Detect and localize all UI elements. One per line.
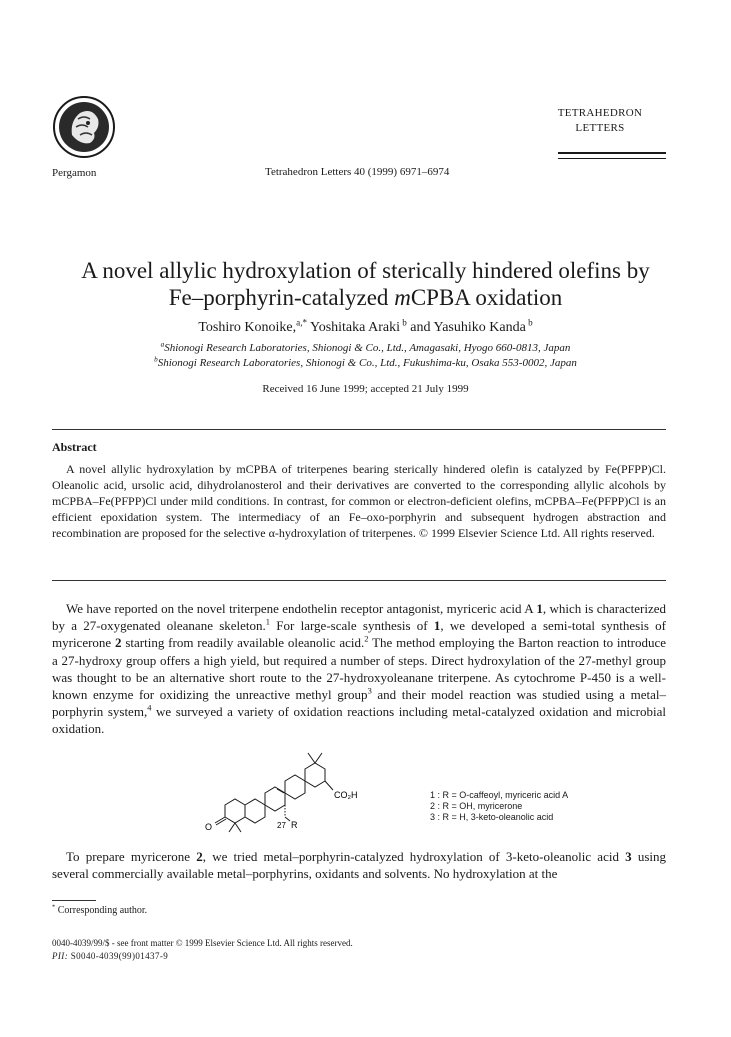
reference-mark: 2 — [364, 634, 369, 645]
journal-reference: Tetrahedron Letters 40 (1999) 6971–6974 — [265, 166, 450, 178]
affiliation-mark: a — [160, 340, 165, 349]
structure-label-co2h: CO₂H — [334, 790, 358, 800]
compound-number: 3 — [625, 849, 632, 864]
compound-number: 2 — [196, 849, 203, 864]
header-rule-thin — [558, 158, 666, 159]
body-text: we surveyed a variety of oxidation reactions including metal-catalyzed oxidation and microbial oxidation. — [52, 704, 666, 737]
footnote-mark: * — [52, 903, 56, 911]
footnote — [52, 905, 147, 916]
compound-number: 2 — [115, 635, 122, 651]
footnote-rule — [52, 900, 96, 901]
author-name: Yoshitaka Araki — [307, 320, 400, 335]
pii-line — [52, 951, 168, 961]
body-text: The method employing the Barton reaction to introduce a 27-hydroxy group offers a high yield, but required a number of steps. Direct hydroxylation of the 27-methyl group was thought to be an alternative short route to the 27-hydroxyoleanane triterpene. As cytochrome P-450 is a well-known enzyme for oxidizing the unreactive methyl group — [52, 635, 666, 703]
body-text: , we developed a semi-total synthesis of myricerone — [52, 618, 666, 651]
header-rule-thick — [558, 152, 666, 154]
body-paragraph-2 — [52, 848, 666, 882]
affiliation-text: Shionogi Research Laboratories, Shionogi & Co., Ltd., Amagasaki, Hyogo 660-0813, Japan — [164, 342, 571, 354]
reference-mark: 1 — [265, 616, 271, 627]
author-list — [40, 317, 691, 336]
structure-legend-3: 3 : R = H, 3-keto-oleanolic acid — [430, 812, 554, 822]
author-name: and Yasuhiko Kanda — [406, 320, 526, 335]
publisher-logo — [52, 95, 116, 159]
triterpene-structure — [195, 750, 425, 840]
publisher-name: Pergamon — [52, 167, 97, 179]
structure-legend-1: 1 : R = O-caffeoyl, myriceric acid A — [430, 790, 569, 800]
body-text: For large-scale synthesis of — [270, 618, 434, 634]
structure-label-r: R — [291, 820, 298, 830]
title-line-2 — [40, 284, 691, 311]
body-paragraph-1 — [52, 600, 666, 738]
body-text: , which is characterized by a 27-oxygenated oleanane skeleton. — [52, 601, 667, 634]
footnote-text: Corresponding author. — [55, 905, 148, 916]
title-text: Fe–porphyrin-catalyzed — [168, 285, 395, 310]
abstract-text: A novel allylic hydroxylation by mCPBA of triterpenes bearing sterically hindered olefin is catalyzed by Fe(PFPP)Cl. Oleanolic acid, ursolic acid, dihydrolanosterol and their derivatives are converted to the corresponding allylic alcohols by mCPBA–Fe(PFPP)Cl under mild conditions. In contrast, for common or electron-deficient olefins, mCPBA–Fe(PFPP)Cl is an efficient epoxidation system. The intermediacy of an Fe–oxo-porphyrin and subsequent hydrogen abstraction and recombination are proposed for the selective α-hydroxylation of triterpenes. © 1999 Elsevier Science Ltd. All rights reserved. — [52, 462, 666, 540]
received-dates: Received 16 June 1999; accepted 21 July 1999 — [262, 383, 469, 395]
body-text: starting from readily available oleanolic acid. — [121, 635, 365, 651]
abstract-rule-top — [52, 429, 666, 430]
compound-number: 1 — [536, 601, 543, 616]
affiliation-b — [40, 357, 691, 369]
author-mark: b — [399, 317, 407, 328]
body-text: We have reported on the novel triterpene endothelin receptor antagonist, myriceric acid A — [66, 601, 537, 616]
abstract-rule-bottom — [52, 580, 666, 581]
title-text: CPBA oxidation — [410, 285, 563, 310]
compound-number: 1 — [433, 618, 441, 634]
journal-name — [540, 106, 660, 136]
body-text: To prepare myricerone — [66, 849, 197, 864]
abstract-heading: Abstract — [52, 440, 97, 454]
pii-value: S0040-4039(99)01437-9 — [68, 951, 169, 961]
affiliation-text: Shionogi Research Laboratories, Shionogi & Co., Ltd., Fukushima-ku, Osaka 553-0002, Japan — [157, 357, 577, 369]
author-mark: a,* — [296, 317, 308, 328]
body-text: and their model reaction was studied using a metal–porphyrin system, — [52, 687, 666, 720]
structure-label-27: 27 — [277, 821, 286, 830]
body-text: , we tried metal–porphyrin-catalyzed hydroxylation of 3-keto-oleanolic acid — [202, 849, 626, 864]
structure-legend-2: 2 : R = OH, myricerone — [430, 801, 523, 811]
reference-mark: 3 — [367, 685, 372, 696]
affiliation-mark: b — [154, 355, 158, 364]
copyright-line: 0040-4039/99/$ - see front matter © 1999 Elsevier Science Ltd. All rights reserved. — [52, 938, 353, 948]
title-line-1: A novel allylic hydroxylation of sterically hindered olefins by — [81, 258, 650, 283]
journal-name-line1: TETRAHEDRON — [557, 107, 643, 119]
article-title — [40, 257, 691, 311]
structure-label-o: O — [205, 822, 213, 832]
pii-label: PII: — [52, 951, 69, 961]
body-text: using several commercially available metal–porphyrins, oxidants and solvents. No hydroxylation at the — [52, 849, 666, 882]
author-name: Toshiro Konoike, — [198, 320, 297, 335]
title-italic-m: m — [394, 285, 411, 310]
author-mark: b — [525, 317, 533, 328]
journal-name-line2: LETTERS — [575, 122, 625, 134]
reference-mark: 4 — [147, 702, 152, 713]
affiliation-a — [40, 342, 691, 354]
